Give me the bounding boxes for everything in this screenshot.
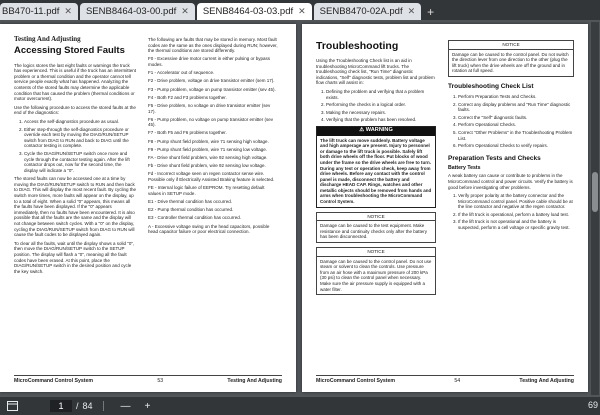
close-icon[interactable]: ✕ bbox=[407, 6, 416, 16]
page-title: Troubleshooting bbox=[316, 40, 399, 52]
paragraph: The following are faults that may be stored in memory. Most fault codes are the same as the ones displayed during RUN; however, the thermal conditions are stored differently. bbox=[148, 37, 278, 54]
vertical-scrollbar[interactable] bbox=[591, 22, 599, 395]
notice-box bbox=[316, 247, 436, 295]
page-53-column-2 bbox=[148, 37, 278, 237]
fault-code-item: F6 - Pump problem, no voltage on pump transistor emitter (sev 45). bbox=[148, 116, 274, 128]
page-footer bbox=[316, 375, 574, 384]
subsection-heading: Battery Tests bbox=[448, 164, 481, 171]
notice-text: Damage can be caused to the control panel. Do not switch the direction lever from one direction to the other (plug the lift truck) when the drive wheels are off the ground and in rotation at full speed. bbox=[452, 51, 569, 74]
step-list bbox=[14, 119, 136, 173]
list-item: 2. If the lift truck is operational, perform a battery load test. bbox=[458, 212, 574, 218]
fault-code-item: E1 - Drive thermal condition has occurred. bbox=[148, 198, 233, 204]
tab-pdf-1[interactable] bbox=[0, 3, 78, 20]
page-54-column-1 bbox=[316, 40, 436, 299]
page-separator: / bbox=[76, 401, 79, 411]
footer-title: MicroCommand Control System bbox=[14, 378, 93, 384]
page-title: Accessing Stored Faults bbox=[14, 44, 125, 56]
fault-code-item: Fd - Incorrect voltage seen on regen contactor sense wire. Possible only if Electrically Assisted Braking feature is selected. bbox=[148, 171, 275, 182]
list-item: 4. Perform Operational Checks. bbox=[458, 122, 574, 128]
fault-code-item: E3 - Controller thermal condition has occurred. bbox=[148, 215, 242, 221]
pdf-toolbar bbox=[0, 397, 600, 415]
close-icon[interactable]: ✕ bbox=[181, 6, 189, 16]
zoom-out-icon[interactable]: — bbox=[120, 400, 131, 412]
warning-box bbox=[316, 126, 436, 208]
list-item: 3. Correct the "Self" diagnostic faults. bbox=[458, 115, 574, 121]
page-footer bbox=[14, 375, 282, 384]
tab-label: SENB8464-03-00.pdf bbox=[85, 6, 177, 17]
list-item: 5. Correct "Other Problems" in the Troubleshooting Problem List. bbox=[458, 130, 574, 141]
section-heading: Preparation Tests and Checks bbox=[448, 154, 541, 162]
page-54 bbox=[302, 24, 588, 392]
fault-code-item: F9 - Pump shunt field problem, wire 71 sensing low voltage. bbox=[148, 146, 268, 152]
footer-section: Testing And Adjusting bbox=[519, 378, 574, 384]
step-list bbox=[316, 89, 436, 123]
tab-label: SENB8464-03-03.pdf bbox=[202, 6, 294, 17]
total-pages: 84 bbox=[82, 401, 93, 411]
warning-title bbox=[317, 127, 435, 136]
tab-bar bbox=[0, 0, 600, 20]
section-label: Testing And Adjusting bbox=[14, 35, 81, 43]
list-item: 6. Perform Operational Checks to verify repairs. bbox=[458, 143, 574, 149]
notice-title: NOTICE bbox=[317, 213, 435, 222]
step-list bbox=[448, 193, 574, 231]
fault-code-item: A - Excessive voltage swing on the head capacitors, possible head capacitor failure or poor electrical connection. bbox=[148, 223, 270, 235]
paragraph: Using the Troubleshooting Check list is an aid in troubleshooting MicroCommand lift trucks. The troubleshooting check list, "Run Time" diagnostic indications, "Self" diagnostic tests, problem list and problem flow charts will assist in: bbox=[316, 58, 435, 86]
list-item: 3. Cycle the DIAG/RUN/SETUP switch once more and cycle through the contactor testing again. After the lift contactor drops out, now for the second time, the display will indicate a "0". bbox=[24, 151, 136, 173]
fault-code-item: F1 - Accelerator out of sequence. bbox=[148, 70, 215, 76]
warning-label: WARNING bbox=[365, 127, 393, 134]
divider bbox=[103, 401, 104, 411]
notice-title: NOTICE bbox=[317, 248, 435, 257]
paragraph: The logics stores the last eight faults or warnings the truck has experienced. This is useful if the truck has an intermittent problem or a thermal condition and the operator cannot tell service people exactly what has happened. Analyzing the contents of the stored faults may determine the applicable condition that has caused the problem (thermal conditions or motor overcurrent). bbox=[14, 62, 136, 102]
fault-code-item: E2 - Pump thermal condition has occurred. bbox=[148, 207, 234, 213]
zoom-in-icon[interactable]: + bbox=[144, 400, 151, 412]
close-icon[interactable]: ✕ bbox=[64, 6, 72, 16]
tab-label: SENB8470-02A.pdf bbox=[319, 6, 403, 17]
fault-code-item: F4 - Both F2 and F3 problems together. bbox=[148, 94, 227, 100]
page-53-column-1 bbox=[14, 37, 136, 277]
list-item: 1. Defining the problem and verifying that a problem exists. bbox=[326, 89, 436, 100]
notice-title: NOTICE bbox=[449, 41, 573, 50]
fault-code-item: F7 - Both F5 and F6 problems together. bbox=[148, 130, 227, 136]
footer-title: MicroCommand Control System bbox=[316, 378, 395, 384]
warning-text: The lift truck can move suddenly. Battery voltage and high amperage are present. Injury to personnel or damage to the lift truck is possible. Safely lift both drive wheels off the floor. Put blocks of wood under the frame so the drive wheels are free to turn. During any test or operation check, keep away from drive wheels. Before any contact with the control panel is made, disconnect the battery and discharge HEAD CAP. Rings, watches and other metallic objects should be removed from hands and arms when troubleshooting the MicroCommand Control System. bbox=[320, 137, 432, 205]
list-item: 4. Verifying that the problem has been resolved. bbox=[326, 117, 436, 123]
paragraph: A weak battery can cause or contribute to problems in the MicroCommand control and power circuits. Verify the battery is good before investigating other problems. bbox=[448, 173, 573, 190]
fault-code-item: F8 - Pump shunt field problem, wire 71 sensing high voltage. bbox=[148, 138, 269, 144]
list-item: 1. Verify proper polarity at the battery connector and the MicroCommand control panel. Positive cable should be at the line contactor and negative at the regen contactor. bbox=[458, 193, 574, 210]
list-item: 2. Either step-through the self-diagnostics procedure or override each test by moving the DIAG/RUN/SETUP switch from DIAG to RUN and back to DIAG until the contactor testing is complete. bbox=[24, 127, 136, 149]
fault-code-item: Fb - Drive shunt field problem, wire 92 sensing low voltage. bbox=[148, 163, 266, 169]
list-item: 3. Making the necessary repairs. bbox=[326, 110, 436, 116]
list-item: 2. Performing the checks in a logical order. bbox=[326, 102, 436, 108]
page-number-input[interactable] bbox=[50, 400, 72, 412]
list-item: 2. Correct any display problems and "Run Time" diagnostic faults. bbox=[458, 102, 574, 113]
pdf-viewer[interactable] bbox=[0, 20, 600, 397]
notice-text: Damage can be caused to the test equipment. Make resistance and continuity checks only after the battery has been disconnected. bbox=[320, 223, 428, 240]
checklist bbox=[448, 94, 574, 149]
list-item: 1. Access the self-diagnostics procedure as usual. bbox=[24, 119, 136, 125]
fault-code-item: F5 - Drive problem, no voltage on drive transistor emitter (sev 17). bbox=[148, 102, 271, 114]
zoom-value: 69 bbox=[587, 400, 598, 410]
fault-code-item: FA - Drive shunt field problem, wire 92 sensing high voltage. bbox=[148, 155, 268, 161]
sidebar-toggle-icon[interactable] bbox=[5, 399, 19, 413]
new-tab-icon[interactable]: + bbox=[427, 4, 435, 19]
footer-section: Testing And Adjusting bbox=[227, 378, 282, 384]
page-navigator bbox=[50, 400, 93, 412]
paragraph: Use the following procedure to access the stored faults at the end of the diagnostics: bbox=[14, 104, 136, 116]
page-54-column-2 bbox=[448, 40, 574, 234]
scrollbar-thumb[interactable] bbox=[592, 172, 598, 212]
list-item: 3. If the lift truck is not operational and the battery is suspected, perform a cell voltage or specific gravity test. bbox=[458, 219, 574, 230]
paragraph: To clear all the faults, wait until the display shows a solid "0", then move the DIAG/RUN/SETUP switch to the SETUP position. The display will flash a "0", meaning all the fault codes have been erased. At this point, place the DIAG/RUN/SETUP switch in the desired position and cycle the key switch. bbox=[14, 240, 135, 274]
page-number: 54 bbox=[454, 378, 461, 384]
fault-code-item: FE - Internal logic failure of EEPROM. Try resetting default values in SETUP mode. bbox=[148, 185, 265, 196]
tab-label: BB470-11.pdf bbox=[2, 6, 60, 17]
tab-pdf-2[interactable] bbox=[80, 3, 195, 20]
tab-pdf-4[interactable] bbox=[314, 3, 421, 20]
page-number: 53 bbox=[157, 378, 164, 384]
warning-icon: ⚠ bbox=[359, 127, 366, 134]
fault-code-item: F2 - Drive problem, voltage on drive transistor emitter (sem 17). bbox=[148, 78, 275, 84]
section-heading: Troubleshooting Check List bbox=[448, 82, 534, 90]
tab-pdf-3-active[interactable] bbox=[197, 3, 312, 20]
list-item: 1. Perform Preparation Tests and Checks. bbox=[458, 94, 574, 100]
paragraph: The stored faults can now be accessed one at a time by moving the DIAG/RUN/SETUP switch to RUN and then back to DIAG. This will display the most recent fault. By cycling the switch more times, more faults will appear on the display, up to a total of eight. When a solid "0" appears, this means all the faults have been displayed. If the "0" appears immediately, then no faults have been encountered. It is also possible that all the faults are the same and the display will not change between switch cycles. With a "0" on the display, cycling the DIAG/RUN/SETUP switch from DIAG to RUN will cause the fault codes to be displayed again. bbox=[14, 176, 136, 238]
notice-text: Damage can be caused to the control panel. Do not use steam or solvent to clean the controls. Use pressure from an air hose with a maximum pressure of 200 kPa (30 psi) to clean the control panel when necessary. Make sure the air pressure supply is equipped with a water filter. bbox=[320, 258, 432, 292]
close-icon[interactable]: ✕ bbox=[298, 6, 306, 16]
fault-code-item: F3 - Pump problem, voltage on pump transistor emitter (sev 45). bbox=[148, 86, 276, 92]
page-53 bbox=[0, 24, 296, 392]
fault-code-item: F0 - Excessive drive motor current in either pulsing or bypass modes. bbox=[148, 56, 271, 67]
notice-box bbox=[448, 40, 574, 77]
notice-box bbox=[316, 212, 436, 243]
